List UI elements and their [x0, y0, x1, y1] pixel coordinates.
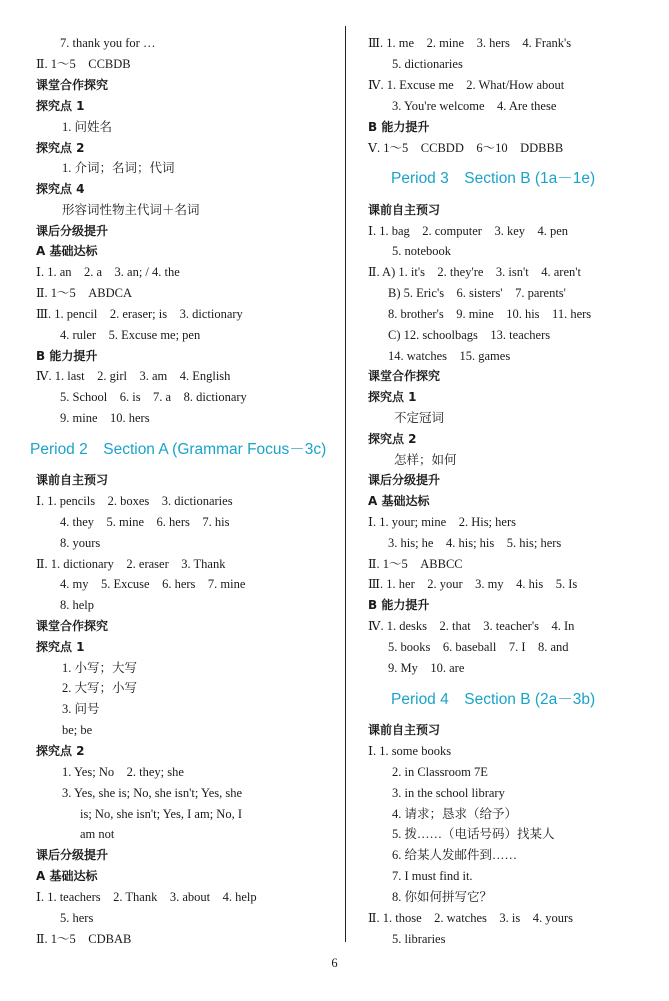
- section-heading: 课堂合作探究: [36, 78, 109, 92]
- section-heading: 课后分级提升: [368, 473, 441, 487]
- answer-line: 形容词性物主代词＋名词: [62, 203, 200, 217]
- section-heading: 探究点 1: [36, 640, 85, 654]
- answer-line: Ⅱ. 1～5 ABDCA: [36, 286, 133, 300]
- section-heading: 课后分级提升: [36, 224, 109, 238]
- answer-line: Ⅰ. 1. some books: [368, 744, 452, 758]
- answer-line: 5. books 6. baseball 7. I 8. and: [388, 640, 569, 654]
- answer-line: 5. dictionaries: [392, 57, 463, 71]
- answer-line: 4. they 5. mine 6. hers 7. his: [60, 515, 230, 529]
- section-heading: 探究点 4: [36, 182, 85, 196]
- answer-line: 4. 请求；恳求（给予）: [392, 807, 518, 821]
- answer-line: 7. thank you for …: [60, 36, 156, 50]
- section-heading: 探究点 2: [368, 432, 417, 446]
- answer-line: 1. 小写；大写: [62, 661, 138, 675]
- section-heading: A 基础达标: [368, 494, 430, 508]
- answer-line: Ⅴ. 1～5 CCBDD 6～10 DDBBB: [368, 141, 564, 155]
- answer-line: Ⅲ. 1. me 2. mine 3. hers 4. Frank's: [368, 36, 572, 50]
- answer-line: 怎样；如何: [394, 453, 457, 467]
- answer-line: Ⅰ. 1. pencils 2. boxes 3. dictionaries: [36, 494, 233, 508]
- answer-line: Ⅰ. 1. your; mine 2. His; hers: [368, 515, 516, 529]
- answer-line: Ⅱ. 1. those 2. watches 3. is 4. yours: [368, 911, 574, 925]
- answer-line: 2. 大写；小写: [62, 681, 138, 695]
- period-title: Period 3 Section B (1a－1e): [391, 170, 596, 187]
- answer-line: 1. 介词；名词；代词: [62, 161, 175, 175]
- answer-line: 8. brother's 9. mine 10. his 11. hers: [388, 307, 592, 321]
- answer-line: 8. yours: [60, 536, 101, 550]
- answer-line: Ⅰ. 1. bag 2. computer 3. key 4. pen: [368, 224, 569, 238]
- section-heading: B 能力提升: [36, 349, 98, 363]
- section-heading: 课前自主预习: [36, 473, 109, 487]
- answer-line: 5. hers: [60, 911, 94, 925]
- answer-line: 8. help: [60, 598, 95, 612]
- answer-line: 9. mine 10. hers: [60, 411, 150, 425]
- answer-line: Ⅳ. 1. desks 2. that 3. teacher's 4. In: [368, 619, 575, 633]
- answer-line: 9. My 10. are: [388, 661, 465, 675]
- answer-line: Ⅱ. 1～5 CDBAB: [36, 932, 132, 946]
- section-heading: 课后分级提升: [36, 848, 109, 862]
- answer-line: Ⅰ. 1. teachers 2. Thank 3. about 4. help: [36, 890, 257, 904]
- answer-line: 3. 问号: [62, 702, 100, 716]
- answer-line: 5. notebook: [392, 244, 452, 258]
- answer-line: be; be: [62, 723, 93, 737]
- answer-line: 2. in Classroom 7E: [392, 765, 488, 779]
- answer-line: 8. 你如何拼写它？: [392, 890, 493, 904]
- section-heading: 探究点 2: [36, 744, 85, 758]
- page-number: 6: [331, 956, 338, 970]
- section-heading: B 能力提升: [368, 598, 430, 612]
- section-heading: 课前自主预习: [368, 203, 441, 217]
- answer-line: 4. my 5. Excuse 6. hers 7. mine: [60, 577, 246, 591]
- answer-line: 7. I must find it.: [392, 869, 473, 883]
- answer-line: 6. 给某人发邮件到……: [392, 848, 518, 862]
- answer-line: Ⅲ. 1. pencil 2. eraser; is 3. dictionary: [36, 307, 243, 321]
- period-title: Period 4 Section B (2a－3b): [391, 691, 596, 708]
- period-title: Period 2 Section A (Grammar Focus－3c): [30, 441, 327, 458]
- answer-line: 1. Yes; No 2. they; she: [62, 765, 184, 779]
- section-heading: 探究点 1: [36, 99, 85, 113]
- answer-line: 3. Yes, she is; No, she isn't; Yes, she: [62, 786, 243, 800]
- answer-line: Ⅳ. 1. last 2. girl 3. am 4. English: [36, 369, 231, 383]
- answer-line: 5. 拨……（电话号码）找某人: [392, 827, 555, 841]
- answer-line: Ⅲ. 1. her 2. your 3. my 4. his 5. Is: [368, 577, 578, 591]
- answer-line: Ⅳ. 1. Excuse me 2. What/How about: [368, 78, 565, 92]
- answer-line: Ⅱ. 1. dictionary 2. eraser 3. Thank: [36, 557, 226, 571]
- answer-line: is; No, she isn't; Yes, I am; No, I: [80, 807, 242, 821]
- section-heading: 课前自主预习: [368, 723, 441, 737]
- section-heading: A 基础达标: [36, 869, 98, 883]
- answer-line: 3. his; he 4. his; his 5. his; hers: [388, 536, 562, 550]
- answer-line: Ⅱ. 1～5 ABBCC: [368, 557, 463, 571]
- answer-line: 5. School 6. is 7. a 8. dictionary: [60, 390, 247, 404]
- section-heading: B 能力提升: [368, 120, 430, 134]
- answer-line: C) 12. schoolbags 13. teachers: [388, 328, 551, 342]
- answer-line: am not: [80, 827, 115, 841]
- answer-line: 3. You're welcome 4. Are these: [392, 99, 557, 113]
- answer-line: B) 5. Eric's 6. sisters' 7. parents': [388, 286, 566, 300]
- answer-line: Ⅱ. 1～5 CCBDB: [36, 57, 131, 71]
- column-divider: [345, 26, 346, 942]
- answer-line: Ⅰ. 1. an 2. a 3. an; / 4. the: [36, 265, 180, 279]
- answer-line: 1. 问姓名: [62, 120, 113, 134]
- answer-line: Ⅱ. A) 1. it's 2. they're 3. isn't 4. aren't: [368, 265, 581, 279]
- answer-line: 5. libraries: [392, 932, 446, 946]
- answer-line: 14. watches 15. games: [388, 349, 511, 363]
- answer-line: 不定冠词: [394, 411, 445, 425]
- section-heading: 课堂合作探究: [368, 369, 441, 383]
- section-heading: 课堂合作探究: [36, 619, 109, 633]
- section-heading: 探究点 1: [368, 390, 417, 404]
- answer-line: 3. in the school library: [392, 786, 505, 800]
- answer-line: 4. ruler 5. Excuse me; pen: [60, 328, 201, 342]
- section-heading: 探究点 2: [36, 141, 85, 155]
- section-heading: A 基础达标: [36, 244, 98, 258]
